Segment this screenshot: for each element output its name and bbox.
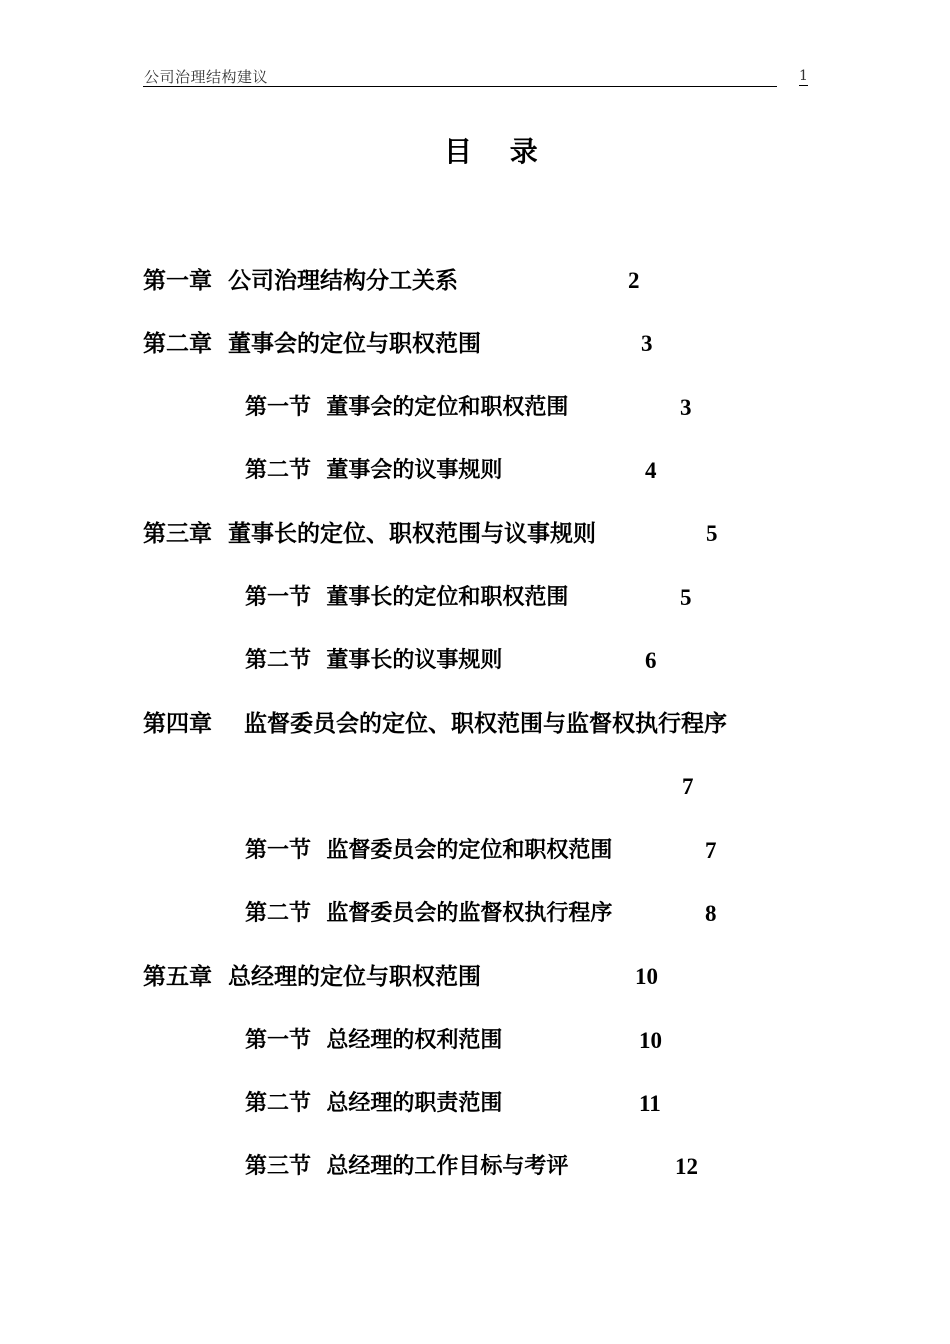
toc-page-number: 3 <box>641 331 653 356</box>
toc-page-number: 6 <box>645 648 657 673</box>
toc-entry-section-4-1[interactable]: 第一节 监督委员会的定位和职权范围 <box>245 838 613 863</box>
header-divider <box>143 86 777 87</box>
toc-page-number: 2 <box>628 268 640 293</box>
toc-page-number: 10 <box>639 1028 662 1053</box>
toc-entry-chapter-3[interactable]: 第三章 董事长的定位、职权范围与议事规则 <box>143 521 597 547</box>
toc-entry-section-3-1[interactable]: 第一节 董事长的定位和职权范围 <box>245 585 569 610</box>
toc-entry-section-5-1[interactable]: 第一节 总经理的权利范围 <box>245 1028 503 1053</box>
toc-page-number: 8 <box>705 901 717 926</box>
toc-page-number: 7 <box>682 774 694 799</box>
header-title: 公司治理结构建议 <box>144 68 269 86</box>
toc-page-number: 12 <box>675 1154 698 1179</box>
toc-entry-section-5-3[interactable]: 第三节 总经理的工作目标与考评 <box>245 1154 569 1179</box>
toc-page-number: 5 <box>680 585 692 610</box>
toc-page-number: 3 <box>680 395 692 420</box>
toc-page-number: 5 <box>706 521 718 546</box>
toc-page-number: 4 <box>645 458 657 483</box>
toc-page-number: 11 <box>639 1091 661 1116</box>
toc-entry-chapter-2[interactable]: 第二章 董事会的定位与职权范围 <box>143 331 482 357</box>
toc-title: 目 录 <box>444 135 552 168</box>
toc-entry-section-5-2[interactable]: 第二节 总经理的职责范围 <box>245 1091 503 1116</box>
toc-page-number: 7 <box>705 838 717 863</box>
toc-entry-chapter-4[interactable]: 第四章 监督委员会的定位、职权范围与监督权执行程序 <box>143 711 728 737</box>
toc-entry-section-2-1[interactable]: 第一节 董事会的定位和职权范围 <box>245 395 569 420</box>
toc-entry-section-3-2[interactable]: 第二节 董事长的议事规则 <box>245 648 503 673</box>
toc-entry-chapter-1[interactable]: 第一章 公司治理结构分工关系 <box>143 268 459 294</box>
header-page-number: 1 <box>799 68 808 84</box>
toc-page-number: 10 <box>635 964 658 989</box>
toc-entry-chapter-5[interactable]: 第五章 总经理的定位与职权范围 <box>143 964 482 990</box>
toc-entry-section-2-2[interactable]: 第二节 董事会的议事规则 <box>245 458 503 483</box>
toc-entry-section-4-2[interactable]: 第二节 监督委员会的监督权执行程序 <box>245 901 613 926</box>
